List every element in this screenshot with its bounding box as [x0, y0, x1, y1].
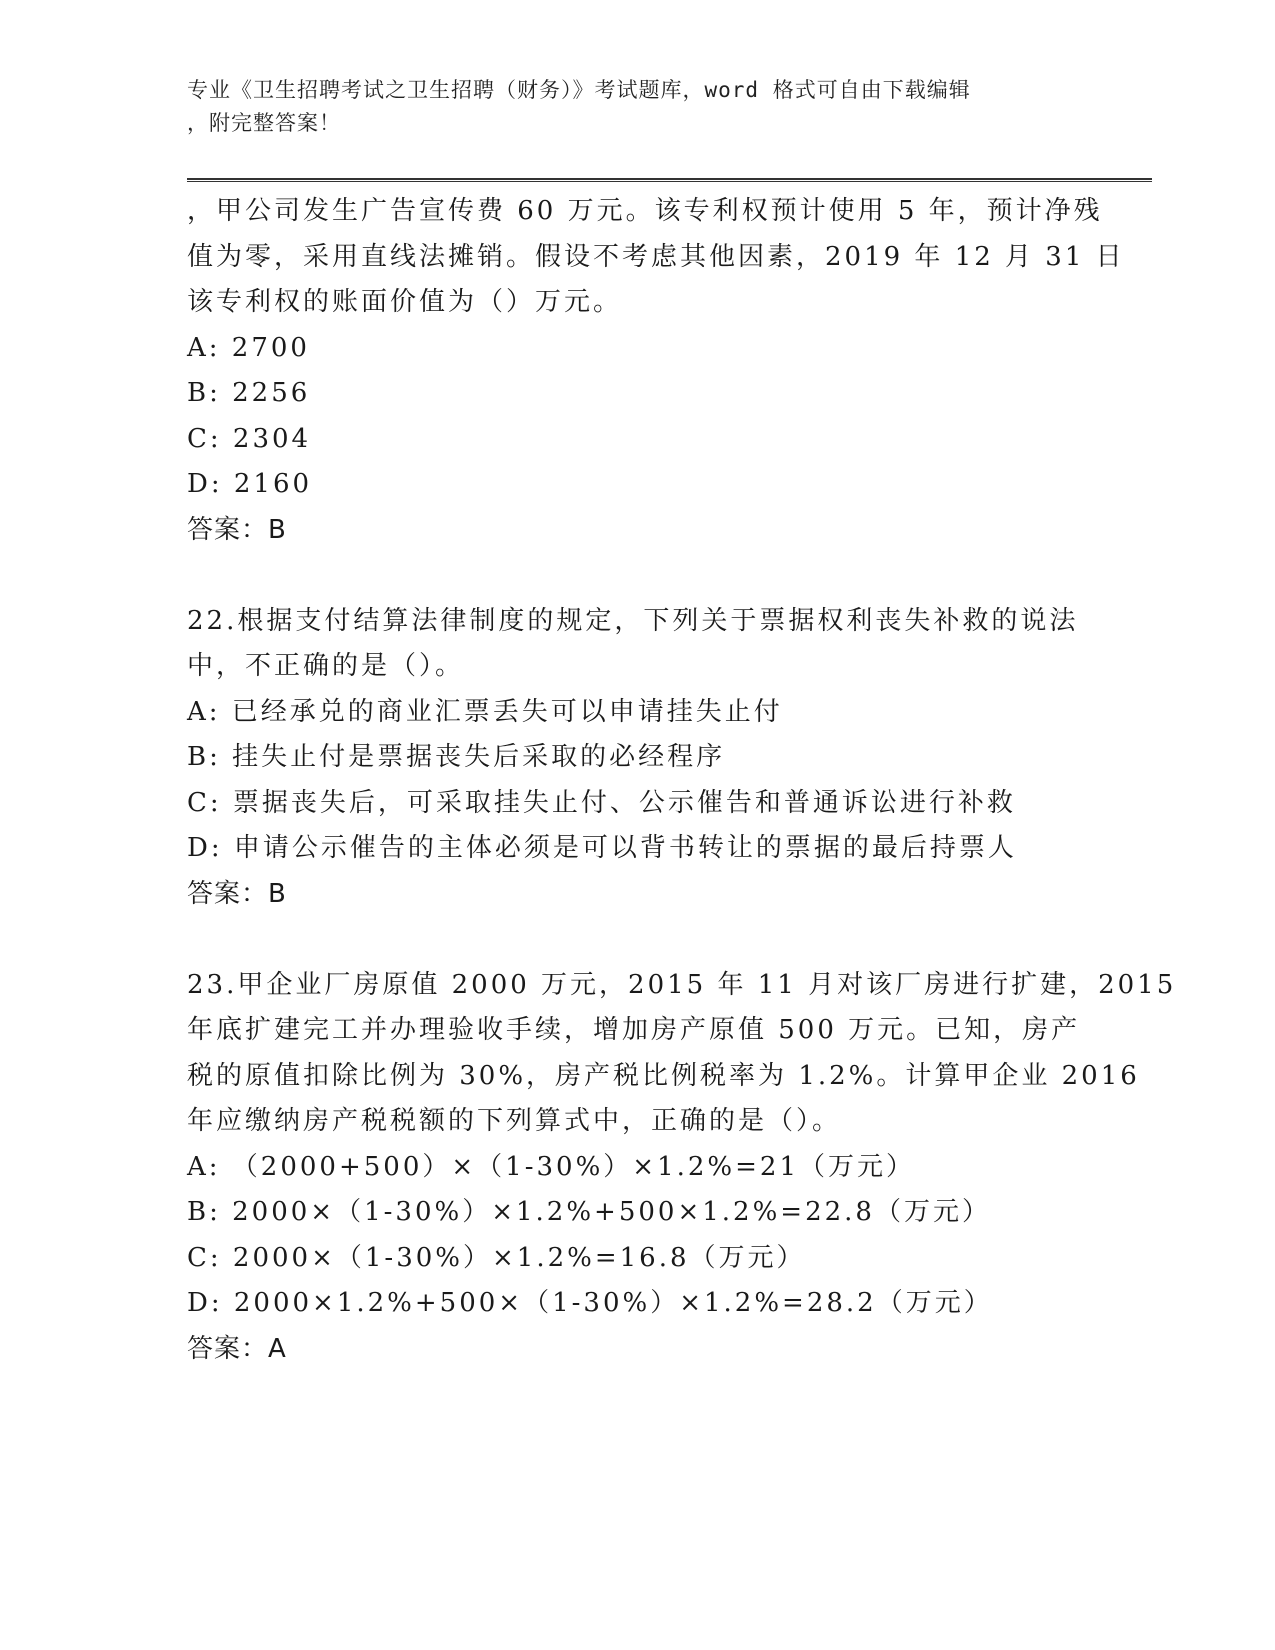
option-a: A: （2000+500）×（1-30%）×1.2%=21（万元） [187, 1151, 915, 1182]
header-title-line-2: ，附完整答案！ [187, 111, 341, 135]
answer-label: 答案：A [187, 1333, 287, 1364]
question-stem-line: 22.根据支付结算法律制度的规定，下列关于票据权利丧失补救的说法 [187, 605, 1079, 636]
question-stem-line: 值为零，采用直线法摊销。假设不考虑其他因素，2019 年 12 月 31 日 [187, 241, 1125, 272]
header-divider [187, 178, 1152, 182]
question-stem-line: 年底扩建完工并办理验收手续，增加房产原值 500 万元。已知，房产 [187, 1015, 1081, 1045]
question-stem-line: 年应缴纳房产税税额的下列算式中，正确的是（）。 [187, 1106, 842, 1136]
option-a: A: 已经承兑的商业汇票丢失可以申请挂失止付 [187, 696, 783, 727]
spacer [187, 553, 1087, 599]
option-d: D: 2000×1.2%+500×（1-30%）×1.2%=28.2（万元） [187, 1288, 993, 1318]
question-list [187, 189, 1177, 1372]
spacer [187, 917, 1087, 963]
option-d: D: 2160 [187, 469, 313, 499]
question-stem-line: ，甲公司发生广告宣传费 60 万元。该专利权预计使用 5 年，预计净残 [187, 196, 1103, 226]
question-stem-line: 中，不正确的是（）。 [187, 651, 465, 681]
option-b: B: 2000×（1-30%）×1.2%+500×1.2%=22.8（万元） [187, 1197, 991, 1227]
question-block [187, 189, 1125, 553]
question-stem-line: 23.甲企业厂房原值 2000 万元，2015 年 11 月对该厂房进行扩建，2015 [187, 969, 1177, 1000]
header-title-line-1: 专业《卫生招聘考试之卫生招聘（财务）》考试题库，word 格式可自由下载编辑 [187, 78, 971, 102]
option-b: B: 挂失止付是票据丧失后采取的必经程序 [187, 742, 726, 772]
option-a: A: 2700 [187, 332, 310, 363]
question-stem-line: 税的原值扣除比例为 30%，房产税比例税率为 1.2%。计算甲企业 2016 [187, 1060, 1140, 1091]
question-block [187, 963, 1177, 1373]
answer-label: 答案：B [187, 878, 287, 909]
question-stem-line: 该专利权的账面价值为（）万元。 [187, 287, 623, 317]
document-header [187, 74, 1067, 140]
answer-label: 答案：B [187, 514, 287, 545]
option-d: D: 申请公示催告的主体必须是可以背书转让的票据的最后持票人 [187, 833, 1017, 863]
question-block [187, 599, 1087, 918]
option-c: C: 2000×（1-30%）×1.2%=16.8（万元） [187, 1242, 806, 1273]
option-b: B: 2256 [187, 378, 311, 408]
option-c: C: 2304 [187, 423, 312, 454]
option-c: C: 票据丧失后，可采取挂失止付、公示催告和普通诉讼进行补救 [187, 787, 1016, 818]
